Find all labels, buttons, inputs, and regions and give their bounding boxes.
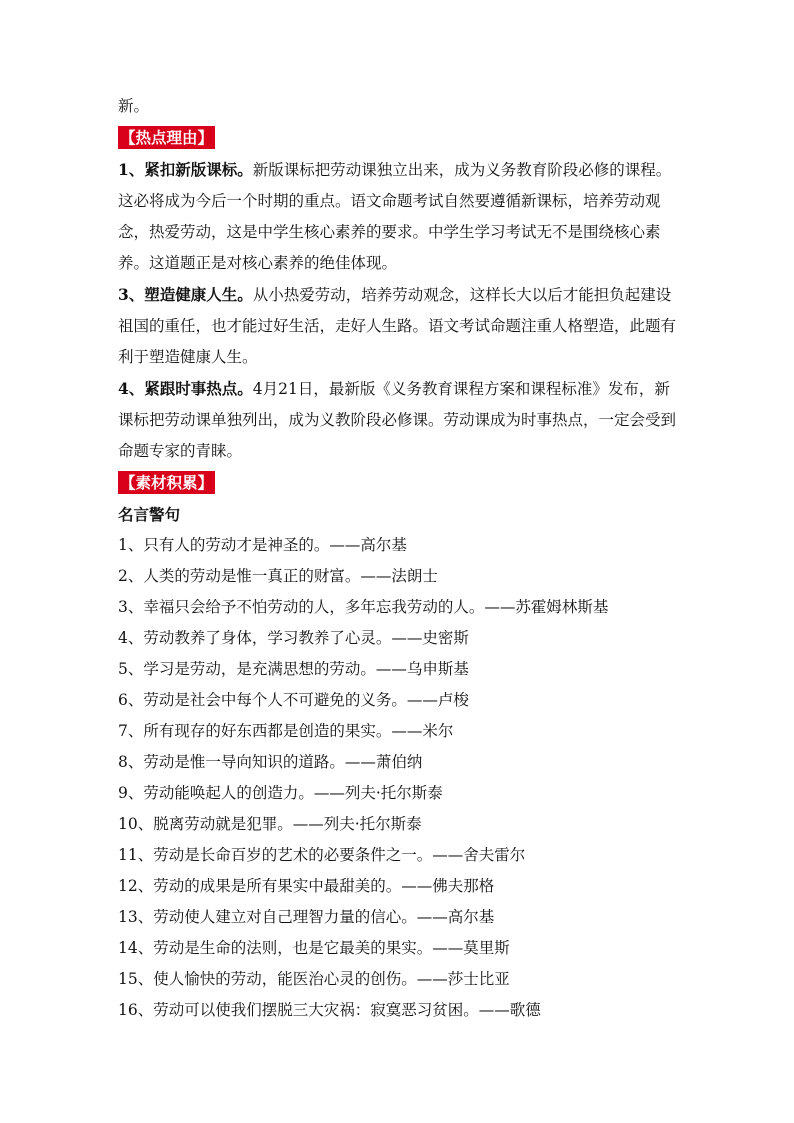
section-material xyxy=(118,467,684,1026)
reason-text: 新版课标把劳动课独立出来，成为义务教育阶段必修的课程。这必将成为今后一个时期的重点。语文命题考试自然要遵循新课标，培养劳动观念，热爱劳动，这是中学生核心素养的要求。中学生学习考试无不是围绕核心素养。这道题正是对核心素养的绝佳体现。 xyxy=(118,161,672,272)
reason-lead: 1、紧扣新版课标。 xyxy=(118,160,253,179)
quote-item: 9、劳动能唤起人的创造力。——列夫·托尔斯泰 xyxy=(118,784,443,802)
reason-text: 4月21日，最新版《义务教育课程方案和课程标准》发布，新课标把劳动课单独列出，成为义教阶段必修课。劳动课成为时事热点，一定会受到命题专家的青睐。 xyxy=(118,380,677,460)
quote-item: 10、脱离劳动就是犯罪。——列夫·托尔斯泰 xyxy=(118,815,422,833)
reason-lead: 3、塑造健康人生。 xyxy=(118,285,253,304)
quote-item: 6、劳动是社会中每个人不可避免的义务。——卢梭 xyxy=(118,691,469,709)
reason-text: 从小热爱劳动，培养劳动观念，这样长大以后才能担负起建设祖国的重任，也才能过好生活，走好人生路。语文考试命题注重人格塑造，此题有利于塑造健康人生。 xyxy=(118,286,677,366)
subhead-quotes: 名言警句 xyxy=(118,505,181,524)
quote-item: 2、人类的劳动是惟一真正的财富。——法朗士 xyxy=(118,567,438,585)
quote-item: 7、所有现存的好东西都是创造的果实。——米尔 xyxy=(118,722,454,740)
reason-item xyxy=(118,154,684,279)
quote-list xyxy=(118,530,684,1026)
quote-item: 3、幸福只会给予不怕劳动的人，多年忘我劳动的人。——苏霍姆林斯基 xyxy=(118,598,609,616)
reason-item xyxy=(118,373,684,467)
section-tag-material: 【素材积累】 xyxy=(120,473,214,492)
quote-item: 14、劳动是生命的法则，也是它最美的果实。——莫里斯 xyxy=(118,939,510,957)
reason-lead: 4、紧跟时事热点。 xyxy=(118,379,253,398)
quote-item: 11、劳动是长命百岁的艺术的必要条件之一。——舍夫雷尔 xyxy=(118,846,526,864)
quote-item: 4、劳动教养了身体，学习教养了心灵。——史密斯 xyxy=(118,629,469,647)
section-hot-reasons xyxy=(118,122,684,467)
quote-item: 16、劳动可以使我们摆脱三大灾祸：寂寞恶习贫困。——歌德 xyxy=(118,1001,541,1019)
quote-item: 12、劳动的成果是所有果实中最甜美的。——佛夫那格 xyxy=(118,877,495,895)
document-content xyxy=(118,91,684,1026)
quote-item: 8、劳动是惟一导向知识的道路。——萧伯纳 xyxy=(118,753,423,771)
continuation-line: 新。 xyxy=(118,97,150,115)
quote-item: 15、使人愉快的劳动，能医治心灵的创伤。——莎士比亚 xyxy=(118,970,510,988)
section-tag-hot-reasons: 【热点理由】 xyxy=(120,128,214,147)
quote-item: 1、只有人的劳动才是神圣的。——高尔基 xyxy=(118,536,407,554)
quote-item: 13、劳动使人建立对自己理智力量的信心。——高尔基 xyxy=(118,908,495,926)
reason-item xyxy=(118,279,684,373)
quote-item: 5、学习是劳动，是充满思想的劳动。——乌申斯基 xyxy=(118,660,469,678)
